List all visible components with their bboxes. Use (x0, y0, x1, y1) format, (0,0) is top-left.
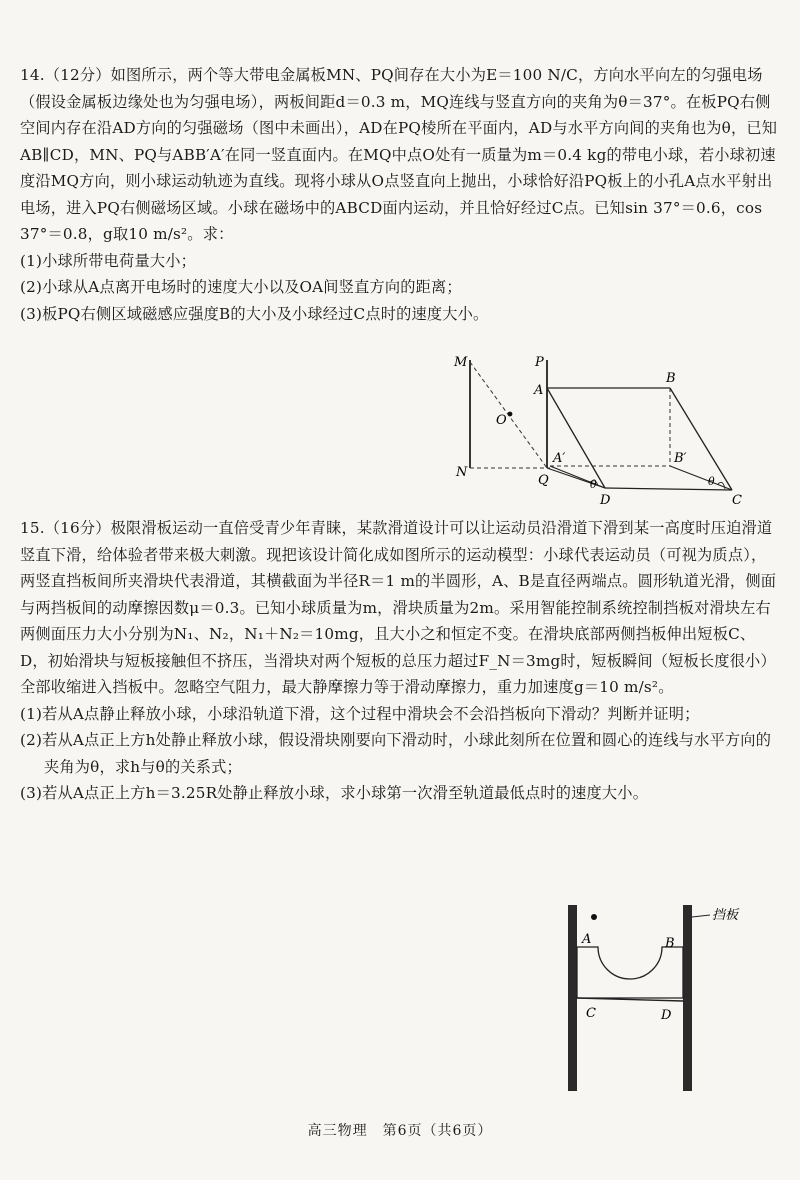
line-ad (547, 388, 605, 488)
label-p: P (535, 355, 544, 370)
line-b2c (670, 466, 732, 490)
label-a: A (534, 383, 544, 398)
figure-14 (440, 348, 770, 508)
problem-15-q3: (3)若从A点正上方h＝3.25R处静止释放小球，求小球第一次滑至轨道最低点时的速度大小。 (20, 784, 649, 802)
label-b: B (666, 371, 676, 386)
label-theta-2: θ (708, 475, 715, 488)
problem-14-body: 14.（12分）如图所示，两个等大带电金属板MN、PQ间存在大小为E＝100 N/C，方向水平向左的匀强电场（假设金属板边缘处也为匀强电场），两板间距d＝0.3 m，MQ连线与竖直方向的夹角为θ＝37°。在板PQ右侧空间内存在沿AD方向的匀强磁场（图中未画出），AD在PQ棱所在平面内，AD与水平方向间的夹角也为θ，已知AB∥CD，MN、PQ与ABB′A′在同一竖直面内。在MQ中点O处有一质量为m＝0.4 kg的带电小球，若小球初速度沿MQ方向，则小球运动轨迹为直线。现将小球从O点竖直向上抛出，小球恰好沿PQ板上的小孔A点水平射出电场，进入PQ右侧磁场区域。小球在磁场中的ABCD面内运动，并且恰好经过C点。已知sin 37°＝0.6，cos 37°＝0.8，g取10 m/s²。求： (20, 66, 778, 243)
label-c: C (586, 1006, 596, 1021)
problem-15-q1: (1)若从A点静止释放小球，小球沿轨道下滑，这个过程中滑块会不会沿挡板向下滑动？判断并证明； (20, 704, 700, 723)
label-o: O (496, 413, 507, 428)
label-a: A (582, 932, 592, 947)
baffle-pointer (692, 915, 710, 917)
label-theta-1: θ (590, 478, 597, 491)
label-baffle: 挡板 (712, 908, 739, 923)
label-m: M (454, 355, 468, 370)
problem-14-q1: (1)小球所带电荷量大小； (20, 251, 196, 270)
point-o (508, 412, 513, 417)
figure-15 (540, 895, 770, 1100)
label-c: C (732, 493, 742, 508)
problem-15-body: 15.（16分）极限滑板运动一直倍受青少年青睐，某款滑道设计可以让运动员沿滑道下滑到某一高度时压迫滑道竖直下滑，给体验者带来极大刺激。现把该设计简化成如图所示的运动模型：小球代表运动员（可视为质点），两竖直挡板间所夹滑块代表滑道，其横截面为半径R＝1 m的半圆形，A、B是直径两端点。圆形轨道光滑，侧面与两挡板间的动摩擦因数μ＝0.3。已知小球质量为m，滑块质量为2m。采用智能控制系统控制挡板对滑块左右两侧面压力大小分别为N₁、N₂，N₁＋N₂＝10mg，且大小之和恒定不变。在滑块底部两侧挡板伸出短板C、D，初始滑块与短板接触但不挤压，当滑块对两个短板的总压力超过F_N＝3mg时，短板瞬间（短板长度很小）全部收缩进入挡板中。忽略空气阻力，最大静摩擦力等于滑动摩擦力，重力加速度g＝10 m/s²。 (20, 519, 777, 696)
problem-14-q3: (3)板PQ右侧区域磁感应强度B的大小及小球经过C点时的速度大小。 (20, 304, 489, 323)
problem-15 (20, 515, 780, 807)
problem-14 (20, 62, 780, 327)
page-footer: 高三物理 第6页（共6页） (307, 1123, 493, 1139)
line-bc (670, 388, 732, 490)
label-b-prime: B′ (674, 451, 687, 466)
ball (591, 914, 597, 920)
label-n: N (456, 465, 468, 480)
left-baffle (568, 905, 577, 1091)
problem-15-q2: (2)若从A点正上方h处静止释放小球，假设滑块刚要向下滑动时，小球此刻所在位置和圆心的连线与水平方向的夹角为θ，求h与θ的关系式； (20, 731, 772, 776)
label-d: D (600, 493, 611, 508)
label-q: Q (538, 473, 549, 488)
label-d: D (661, 1008, 672, 1023)
problem-14-q2: (2)小球从A点离开电场时的速度大小以及OA间竖直方向的距离； (20, 278, 462, 296)
label-a-prime: A′ (553, 451, 566, 466)
slider-block (577, 947, 683, 998)
right-baffle (683, 905, 692, 1091)
line-dc (605, 488, 732, 490)
label-b: B (665, 936, 675, 951)
